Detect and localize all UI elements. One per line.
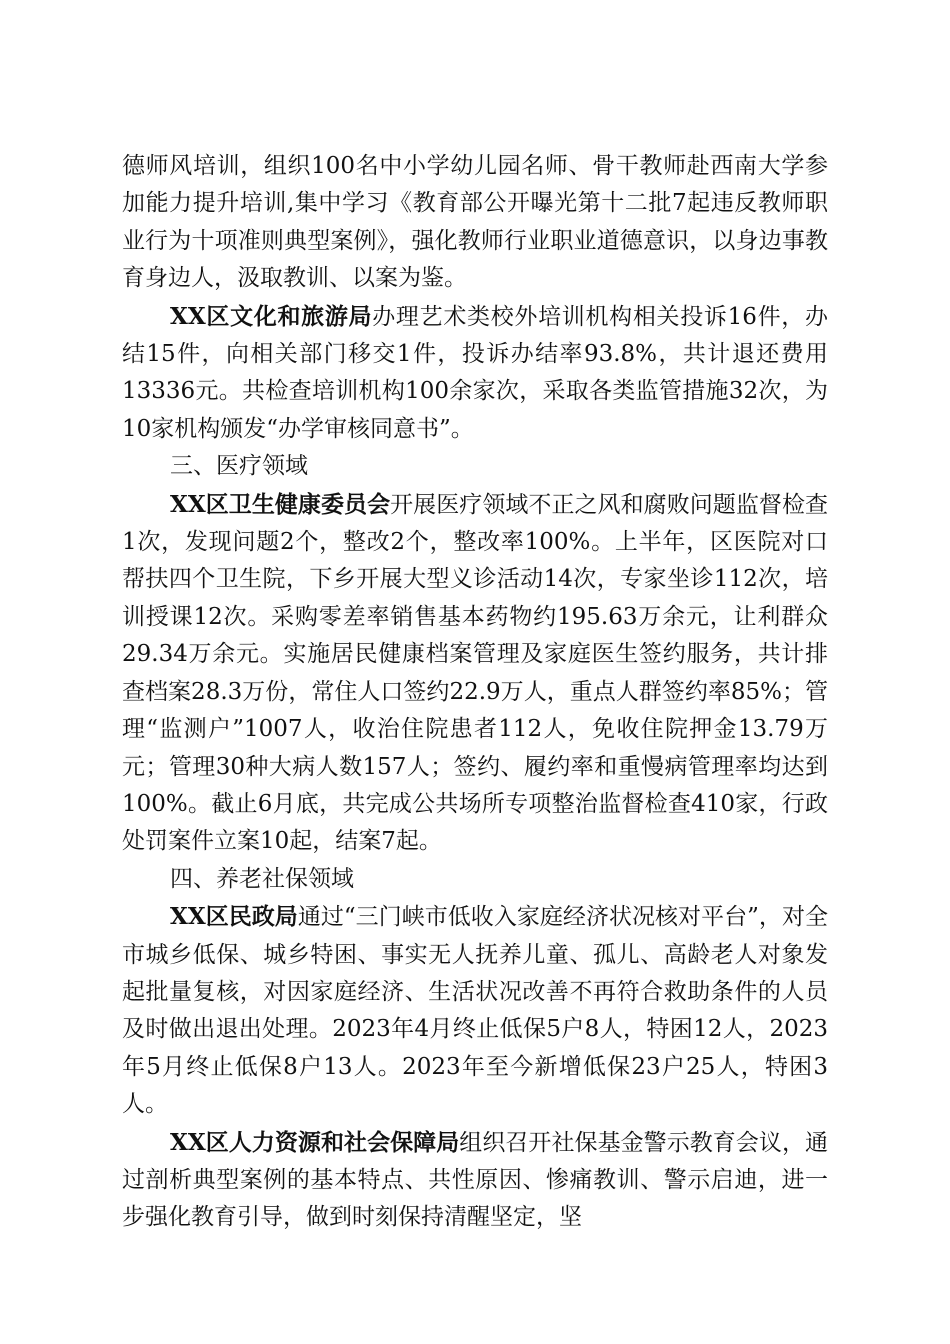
org-name: XX区卫生健康委员会: [170, 490, 391, 518]
paragraph-text: 开展医疗领域不正之风和腐败问题监督检查1次，发现问题2个，整改2个，整改率100%。上半年，区医院对口帮扶四个卫生院，下乡开展大型义诊活动14次，专家坐诊112次，培训授课12次。采购零差率销售基本药物约195.63万余元，让利群众29.34万余元。实施居民健康档案管理及家庭医生签约服务，共计排查档案28.3万份，常住人口签约22.9万人，重点人群签约率85%；管理“监测户”1007人，收治住院患者112人，免收住院押金13.79万元；管理30种大病人数157人；签约、履约率和重慢病管理率均达到100%。截止6月底，共完成公共场所专项整治监督检查410家，行政处罚案件立案10起，结案7起。: [122, 491, 828, 855]
paragraph-civil-affairs: [122, 898, 828, 1123]
org-name: XX区民政局: [170, 903, 298, 931]
paragraph-text: 办理艺术类校外培训机构相关投诉16件，办结15件，向相关部门移交1件，投诉办结率93.8%，共计退还费用13336元。共检查培训机构100余家次，采取各类监管措施32次，为10家机构颁发“办学审核同意书”。: [122, 303, 828, 442]
org-name: XX区文化和旅游局: [170, 302, 373, 330]
paragraph-text: 通过“三门峡市低收入家庭经济状况核对平台”，对全市城乡低保、城乡特困、事实无人抚养儿童、孤儿、高龄老人对象发起批量复核，对因家庭经济、生活状况改善不再符合救助条件的人员及时做出退出处理。2023年4月终止低保5户8人，特困12人，2023年5月终止低保8户13人。2023年至今新增低保23户25人，特困3人。: [122, 904, 828, 1118]
heading-text: 三、医疗领域: [170, 453, 308, 480]
paragraph-education-continuation: [122, 148, 828, 298]
section-heading-medical: [122, 448, 828, 485]
document-body: [122, 148, 828, 1237]
paragraph-health-commission: [122, 486, 828, 861]
paragraph-human-resources: [122, 1124, 828, 1237]
paragraph-text: 组织召开社保基金警示教育会议，通过剖析典型案例的基本特点、共性原因、惨痛教训、警示启迪，进一步强化教育引导，做到时刻保持清醒坚定，坚: [122, 1129, 829, 1231]
paragraph-text: 德师风培训，组织100名中小学幼儿园名师、骨干教师赴西南大学参加能力提升培训,集中学习《教育部公开曝光第十二批7起违反教师职业行为十项准则典型案例》，强化教师行业职业道德意识，以身边事教育身边人，汲取教训、以案为鉴。: [122, 153, 828, 292]
heading-text: 四、养老社保领域: [170, 865, 354, 892]
paragraph-culture-tourism: [122, 298, 828, 449]
org-name: XX区人力资源和社会保障局: [170, 1128, 460, 1156]
section-heading-pension: [122, 861, 828, 898]
